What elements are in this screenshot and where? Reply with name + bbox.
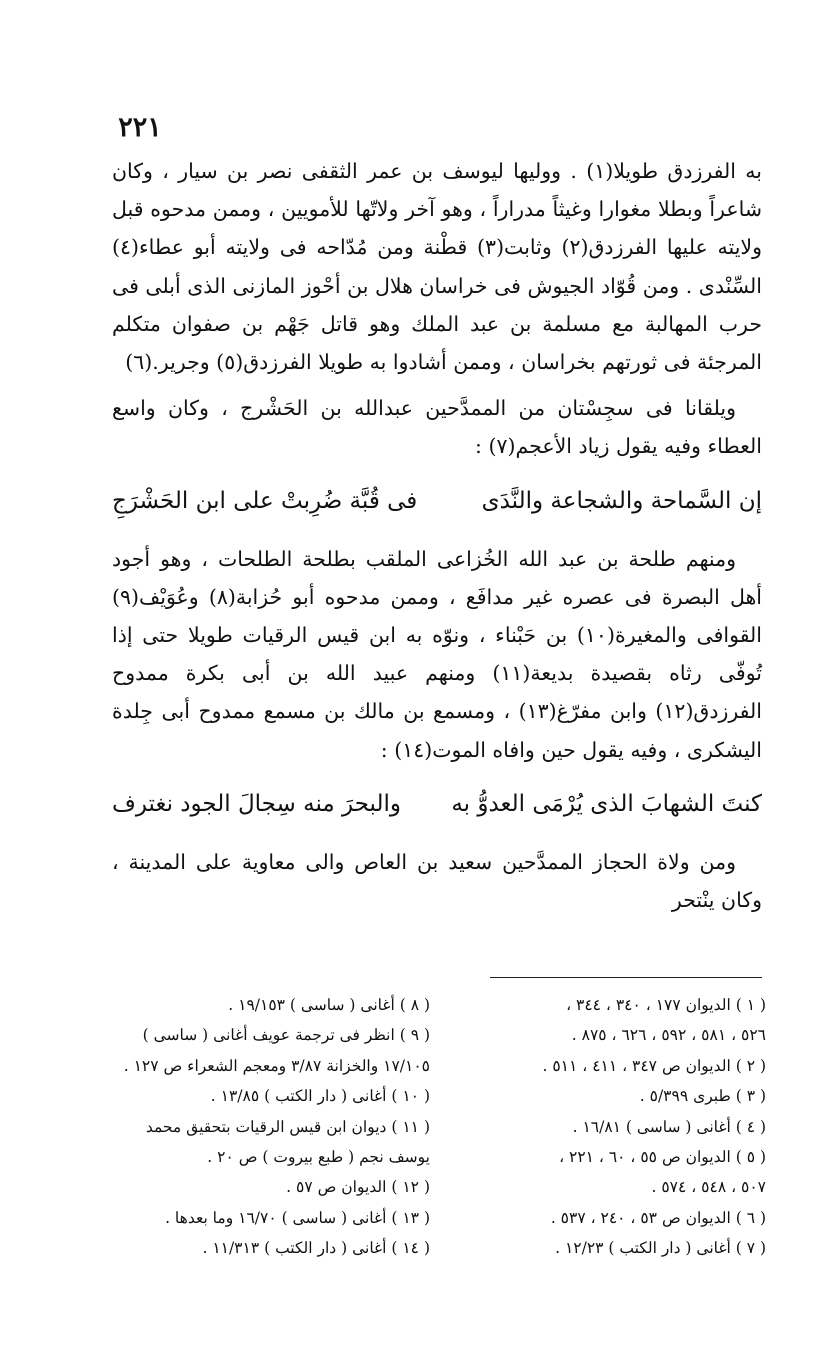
footnote-divider xyxy=(490,977,762,978)
page-number: ٢٢١ xyxy=(118,112,162,143)
verse-first-hemistich: إن السَّماحة والشجاعة والنَّدَى xyxy=(481,487,762,514)
footnote-line: ( ٩ ) انظر فى ترجمة عويف أغانى ( ساسى ) xyxy=(142,1026,430,1045)
verse-second-hemistich: فى قُبَّة ضُرِبتْ على ابن الحَشْرَجِ xyxy=(112,487,418,514)
footnote-line: ( ١٠ ) أغانى ( دار الكتب ) ١٣/٨٥ . xyxy=(210,1087,430,1106)
footnotes xyxy=(112,990,766,1264)
footnote-line: ( ٣ ) طبرى ٥/٣٩٩ . xyxy=(639,1087,766,1106)
footnote-line: ١٧/١٠٥ والخزانة ٣/٨٧ ومعجم الشعراء ص ١٢٧ . xyxy=(123,1056,430,1075)
paragraph-ibn-al-hashraj: ويلقانا فى سجِسْتان من الممدَّحين عبدالله بن الحَشْرج ، وكان واسع العطاء وفيه يقول زياد الأعجم(٧) : xyxy=(112,396,762,459)
footnote-line: ( ١٣ ) أغانى ( ساسى ) ١٦/٧٠ وما بعدها . xyxy=(165,1208,430,1227)
footnote-line: ٥٢٦ ، ٥٨١ ، ٥٩٢ ، ٦٢٦ ، ٨٧٥ . xyxy=(571,1026,766,1045)
footnote-line: ( ٧ ) أغانى ( دار الكتب ) ١٢/٢٣ . xyxy=(555,1239,766,1258)
footnote-column-left xyxy=(112,990,430,1264)
paragraph-talha-al-talahat: ومنهم طلحة بن عبد الله الخُزاعى الملقب بطلحة الطلحات ، وهو أجود أهل البصرة فى عصره غير مدافَع ، وممن مدحوه أبو حُزابة(٨) وعُوَيْف(٩) القوافى والمغيرة(١٠) بن حَبْناء ، ونوّه به ابن قيس الرقيات طويلا حتى إذا تُوفّى رثاه بقصيدة بديعة(١١) ومنهم عبيد الله بن أبى بكرة ممدوح الفرزدق(١٢) وابن مفرّغ(١٣) ، ومسمع بن مالك بن مسمع ممدوح أبى جِلدة اليشكرى ، وفيه يقول حين وافاه الموت(١٤) : xyxy=(112,546,763,762)
footnote-line: ( ٦ ) الديوان ص ٥٣ ، ٢٤٠ ، ٥٣٧ . xyxy=(550,1208,766,1227)
footnote-line: ( ٨ ) أغانى ( ساسى ) ١٩/١٥٣ . xyxy=(228,996,430,1014)
verse-second-hemistich: والبحرَ منه سِجالَ الجود نغترف xyxy=(112,790,401,817)
paragraph-hijaz-governors: ومن ولاة الحجاز الممدَّحين سعيد بن العاص والى معاوية على المدينة ، وكان ينْتحر xyxy=(112,849,762,913)
footnote-line: ( ٥ ) الديوان ص ٥٥ ، ٦٠ ، ٢٢١ ، xyxy=(559,1148,766,1167)
footnote-line: يوسف نجم ( طبع بيروت ) ص ٢٠ . xyxy=(207,1148,430,1167)
footnote-line: ( ٤ ) أغانى ( ساسى ) ١٦/٨١ . xyxy=(572,1117,766,1136)
footnote-line: ( ١٢ ) الديوان ص ٥٧ . xyxy=(286,1178,430,1197)
verse-line xyxy=(112,785,762,823)
verse-first-hemistich: كنتَ الشهابَ الذى يُرْمَى العدوُّ به xyxy=(451,790,762,817)
footnote-line: ٥٠٧ ، ٥٤٨ ، ٥٧٤ . xyxy=(651,1178,766,1197)
footnote-line: ( ١ ) الديوان ١٧٧ ، ٣٤٠ ، ٣٤٤ ، xyxy=(566,996,766,1014)
footnote-column-right xyxy=(448,990,766,1264)
verse-line xyxy=(112,482,762,520)
paragraph-nasr-ibn-sayyar: به الفرزدق طويلا(١) . ووليها ليوسف بن عمر الثقفى نصر بن سيار ، وكان شاعراً وبطلا مغوارا وغيثاً مدراراً ، وهو آخر ولاتّها للأمويين ، وممن مدحوه قبل ولايته عليها الفرزدق(٢) وثابت(٣) قطْنة ومن مُدّاحه فى ولايته أبو عطاء(٤) السِّنْدى . ومن قُوّاد الجيوش فى خراسان هلال بن أحْوز المازنى الذى أبلى فى حرب المهالبة مع مسلمة بن عبد الملك وهو قاتل جَهْم بن صفوان متكلم المرجئة فى ثورتهم بخراسان ، وممن أشادوا به طويلا الفرزدق(٥) وجرير.(٦) xyxy=(112,159,763,375)
footnote-line: ( ١١ ) ديوان ابن قيس الرقيات بتحقيق محمد xyxy=(145,1117,430,1136)
footnote-line: ( ١٤ ) أغانى ( دار الكتب ) ١١/٣١٣ . xyxy=(202,1239,430,1258)
footnote-line: ( ٢ ) الديوان ص ٣٤٧ ، ٤١١ ، ٥١١ . xyxy=(542,1056,766,1075)
body-text xyxy=(112,152,762,919)
